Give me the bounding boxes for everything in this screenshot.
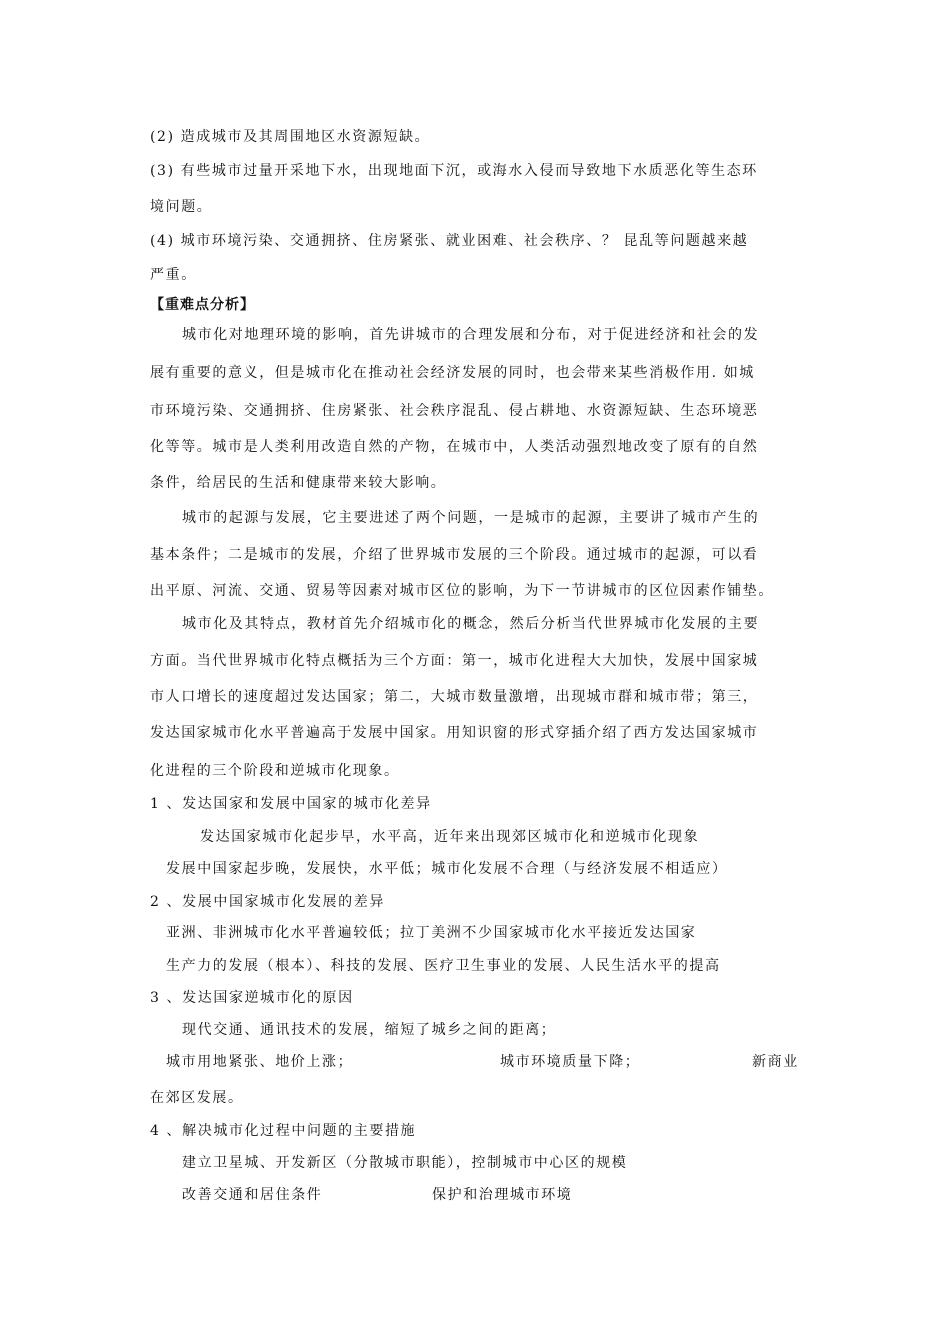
list-item: 亚洲、非洲城市化水平普遍较低；拉丁美洲不少国家城市化水平接近发达国家 (166, 925, 697, 941)
list-item: 现代交通、通讯技术的发展，缩短了城乡之间的距离； (182, 1022, 557, 1038)
text-line: (2) 造成城市及其周围地区水资源短缺。 (150, 129, 431, 145)
paragraph-line: 城市的起源与发展，它主要进述了两个问题，一是城市的起源，主要讲了城市产生的 (182, 510, 760, 526)
list-heading: 1 、发达国家和发展中国家的城市化差异 (150, 796, 432, 812)
paragraph-line: 展有重要的意义，但是城市化在推动社会经济发展的同时，也会带来某些消极作用. 如城 (150, 365, 755, 381)
text-line: (4) 城市环境污染、交通拥挤、住房紧张、就业困难、社会秩序、？ 昆乱等问题越来越 (150, 233, 749, 249)
list-heading: 4 、解决城市化过程中问题的主要措施 (150, 1123, 417, 1139)
paragraph-line: 化进程的三个阶段和逆城市化现象。 (150, 763, 400, 779)
list-item: 建立卫星城、开发新区（分散城市职能），控制城市中心区的规模 (182, 1155, 628, 1171)
list-item: 在郊区发展。 (150, 1090, 244, 1106)
text-line: 境问题。 (150, 199, 213, 215)
text-line: 严重。 (150, 267, 197, 283)
list-item: 发展中国家起步晚，发展快，水平低；城市化发展不合理（与经济发展不相适应） (166, 861, 728, 877)
paragraph-line: 市人口增长的速度超过发达国家；第二，大城市数量激增，出现城市群和城市带；第三， (150, 689, 759, 705)
list-item: 城市用地紧张、地价上涨； (166, 1054, 354, 1070)
paragraph-line: 条件，给居民的生活和健康带来较大影响。 (150, 475, 447, 491)
list-item: 生产力的发展（根本）、科技的发展、医疗卫生事业的发展、人民生活水平的提高 (166, 958, 721, 974)
list-item: 保护和治理城市环境 (432, 1187, 573, 1203)
list-item: 改善交通和居住条件 (182, 1187, 323, 1203)
list-item: 新商业 (752, 1054, 799, 1070)
paragraph-line: 发达国家城市化水平普遍高于发展中国家。用知识窗的形式穿插介绍了西方发达国家城市 (150, 725, 759, 741)
paragraph-line: 基本条件；二是城市的发展，介绍了世界城市发展的三个阶段。通过城市的起源，可以看 (150, 547, 759, 563)
text-line: (3) 有些城市过量开采地下水，出现地面下沉，或海水入侵而导致地下水质恶化等生态环 (150, 163, 758, 179)
paragraph-line: 城市化及其特点，教材首先介绍城市化的概念，然后分析当代世界城市化发展的主要 (182, 616, 760, 632)
paragraph-line: 化等等。城市是人类利用改造自然的产物，在城市中，人类活动强烈地改变了原有的自然 (150, 439, 759, 455)
list-item: 城市环境质量下降； (500, 1054, 641, 1070)
list-heading: 3 、发达国家逆城市化的原因 (150, 990, 354, 1006)
paragraph-line: 市环境污染、交通拥挤、住房紧张、社会秩序混乱、侵占耕地、水资源短缺、生态环境恶 (150, 403, 759, 419)
section-heading: 【重难点分析】 (150, 297, 255, 313)
paragraph-line: 城市化对地理环境的影响，首先讲城市的合理发展和分布，对于促进经济和社会的发 (182, 327, 760, 343)
paragraph-line: 方面。当代世界城市化特点概括为三个方面：第一，城市化进程大大加快，发展中国家城 (150, 653, 759, 669)
list-item: 发达国家城市化起步早，水平高，近年来出现郊区城市化和逆城市化现象 (200, 829, 700, 845)
paragraph-line: 出平原、河流、交通、贸易等因素对城市区位的影响，为下一节讲城市的区位因素作铺垫。 (150, 583, 774, 599)
list-heading: 2 、发展中国家城市化发展的差异 (150, 894, 385, 910)
